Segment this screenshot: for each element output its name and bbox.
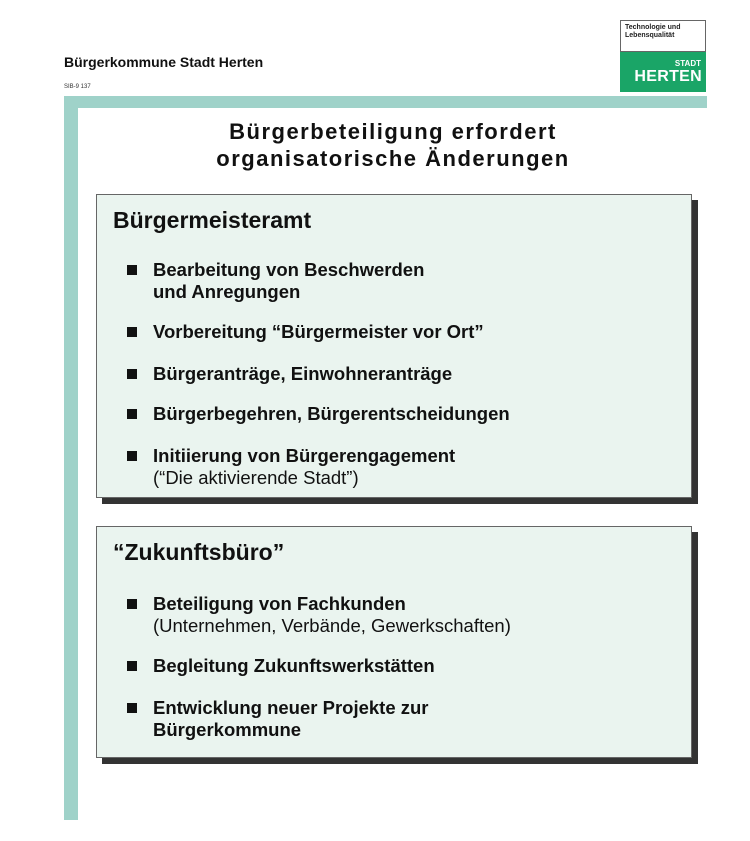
page-title (80, 118, 706, 172)
logo-tagline-area (620, 20, 706, 52)
stadt-herten-logo (620, 20, 706, 92)
square-bullet-icon (127, 661, 137, 671)
list-item-text: Initiierung von Bürgerengagement (153, 445, 456, 466)
list-item-subtext: (Unternehmen, Verbände, Gewerkschaften) (153, 615, 511, 636)
square-bullet-icon (127, 599, 137, 609)
logo-tagline: Technologie und Lebensqualität (625, 24, 681, 39)
section-heading: Bürgermeisteramt (113, 207, 312, 233)
logo-green-panel (620, 52, 706, 92)
logo-herten-text: HERTEN (634, 68, 702, 85)
accent-bar-left (64, 96, 78, 820)
square-bullet-icon (127, 703, 137, 713)
page-title-line-1: Bürgerbeteiligung erfordert (229, 119, 557, 144)
square-bullet-icon (127, 369, 137, 379)
list-item-text: Bürgeranträge, Einwohneranträge (153, 363, 453, 384)
list-item-text: Bürgerkommune (153, 719, 302, 740)
section-buergermeisteramt (96, 194, 692, 498)
section-zukunftsbuero (96, 526, 692, 758)
document-code: SIB-9 137 (64, 84, 91, 90)
square-bullet-icon (127, 451, 137, 461)
list-item-text: Begleitung Zukunftswerkstätten (153, 655, 435, 676)
list-item-text: Beteiligung von Fachkunden (153, 593, 406, 614)
list-item-subtext: (“Die aktivierende Stadt”) (153, 467, 359, 488)
page-title-line-2: organisatorische Änderungen (216, 146, 570, 171)
square-bullet-icon (127, 265, 137, 275)
logo-stadt-text: STADT (674, 59, 701, 68)
list-item-text: Vorbereitung “Bürgermeister vor Ort” (153, 321, 484, 342)
list-item-text: Bearbeitung von Beschwerden (153, 259, 425, 280)
header-title: Bürgerkommune Stadt Herten (64, 54, 264, 70)
section-heading: “Zukunftsbüro” (113, 539, 285, 565)
square-bullet-icon (127, 327, 137, 337)
accent-bar-top (64, 96, 707, 108)
list-item-text: und Anregungen (153, 281, 301, 302)
list-item-text: Bürgerbegehren, Bürgerentscheidungen (153, 403, 510, 424)
square-bullet-icon (127, 409, 137, 419)
list-item-text: Entwicklung neuer Projekte zur (153, 697, 429, 718)
